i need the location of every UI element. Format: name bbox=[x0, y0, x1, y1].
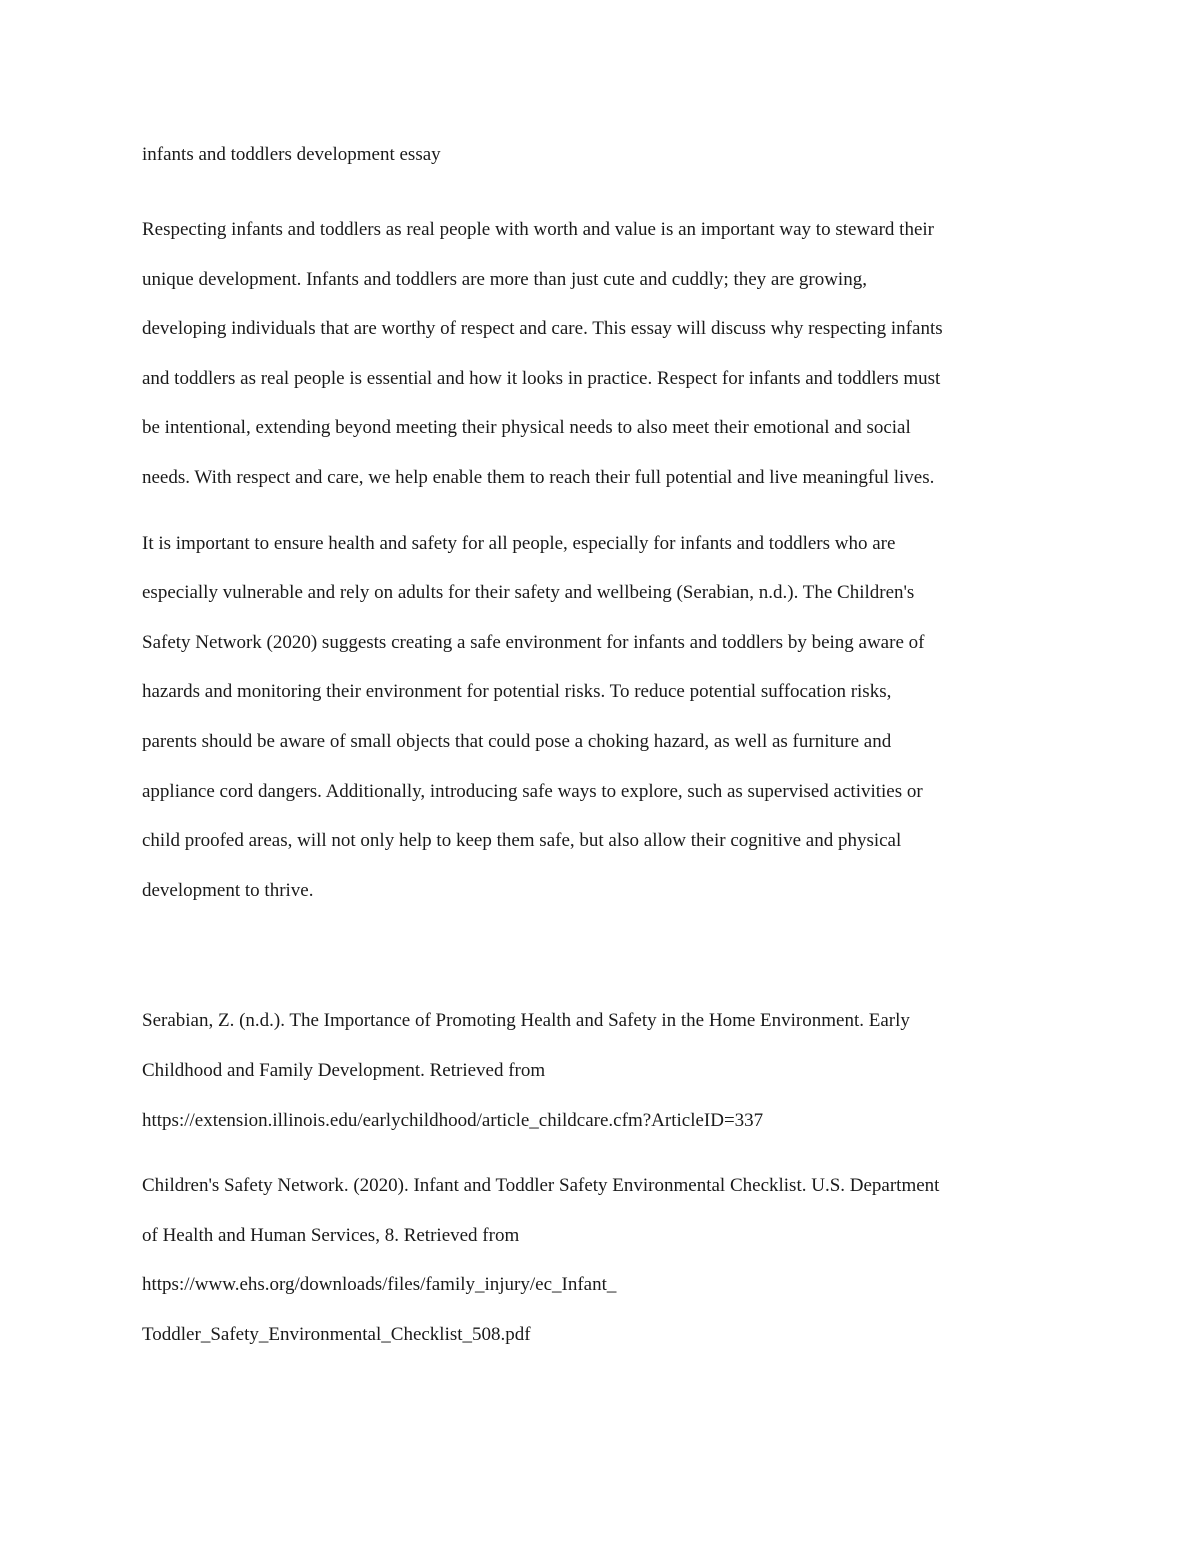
paragraph-line: Safety Network (2020) suggests creating a safe environment for infants and toddlers by being aware of bbox=[142, 631, 925, 653]
paragraph-health-safety bbox=[142, 519, 1057, 916]
paragraph-line: unique development. Infants and toddlers are more than just cute and cuddly; they are growing, bbox=[142, 268, 867, 290]
paragraph-line: developing individuals that are worthy of respect and care. This essay will discuss why respecting infants bbox=[142, 318, 943, 340]
document-body bbox=[142, 140, 1057, 1359]
paragraph-line: needs. With respect and care, we help enable them to reach their full potential and live meaningful lives. bbox=[142, 466, 935, 488]
reference-url: https://www.ehs.org/downloads/files/family_injury/ec_Infant_ bbox=[142, 1274, 617, 1296]
paragraph-line: hazards and monitoring their environment for potential risks. To reduce potential suffocation risks, bbox=[142, 681, 892, 703]
paragraph-intro bbox=[142, 205, 1057, 503]
paragraph-line: child proofed areas, will not only help to keep them safe, but also allow their cognitive and physical bbox=[142, 830, 902, 852]
reference-url: Toddler_Safety_Environmental_Checklist_508.pdf bbox=[142, 1323, 531, 1345]
paragraph-line: It is important to ensure health and safety for all people, especially for infants and toddlers who are bbox=[142, 532, 896, 554]
document-title: infants and toddlers development essay bbox=[142, 144, 441, 165]
paragraph-line: development to thrive. bbox=[142, 879, 314, 901]
reference-line: of Health and Human Services, 8. Retrieved from bbox=[142, 1224, 520, 1246]
paragraph-line: parents should be aware of small objects that could pose a choking hazard, as well as furniture and bbox=[142, 730, 892, 752]
paragraph-line: be intentional, extending beyond meeting their physical needs to also meet their emotional and social bbox=[142, 417, 911, 439]
reference-line: Children's Safety Network. (2020). Infant and Toddler Safety Environmental Checklist. U.S. Department bbox=[142, 1175, 940, 1197]
reference-serabian bbox=[142, 996, 1057, 1145]
paragraph-line: appliance cord dangers. Additionally, introducing safe ways to explore, such as supervised activities or bbox=[142, 780, 923, 802]
paragraph-line: and toddlers as real people is essential and how it looks in practice. Respect for infants and toddlers must bbox=[142, 367, 941, 389]
reference-line: Serabian, Z. (n.d.). The Importance of Promoting Health and Safety in the Home Environment. Early bbox=[142, 1010, 910, 1032]
paragraph-line: especially vulnerable and rely on adults for their safety and wellbeing (Serabian, n.d.). The Children's bbox=[142, 582, 915, 604]
reference-url: https://extension.illinois.edu/earlychildhood/article_childcare.cfm?ArticleID=337 bbox=[142, 1109, 764, 1131]
reference-childrens-safety-network bbox=[142, 1161, 1057, 1359]
paragraph-line: Respecting infants and toddlers as real people with worth and value is an important way to steward their bbox=[142, 219, 934, 240]
reference-line: Childhood and Family Development. Retrieved from bbox=[142, 1059, 546, 1081]
